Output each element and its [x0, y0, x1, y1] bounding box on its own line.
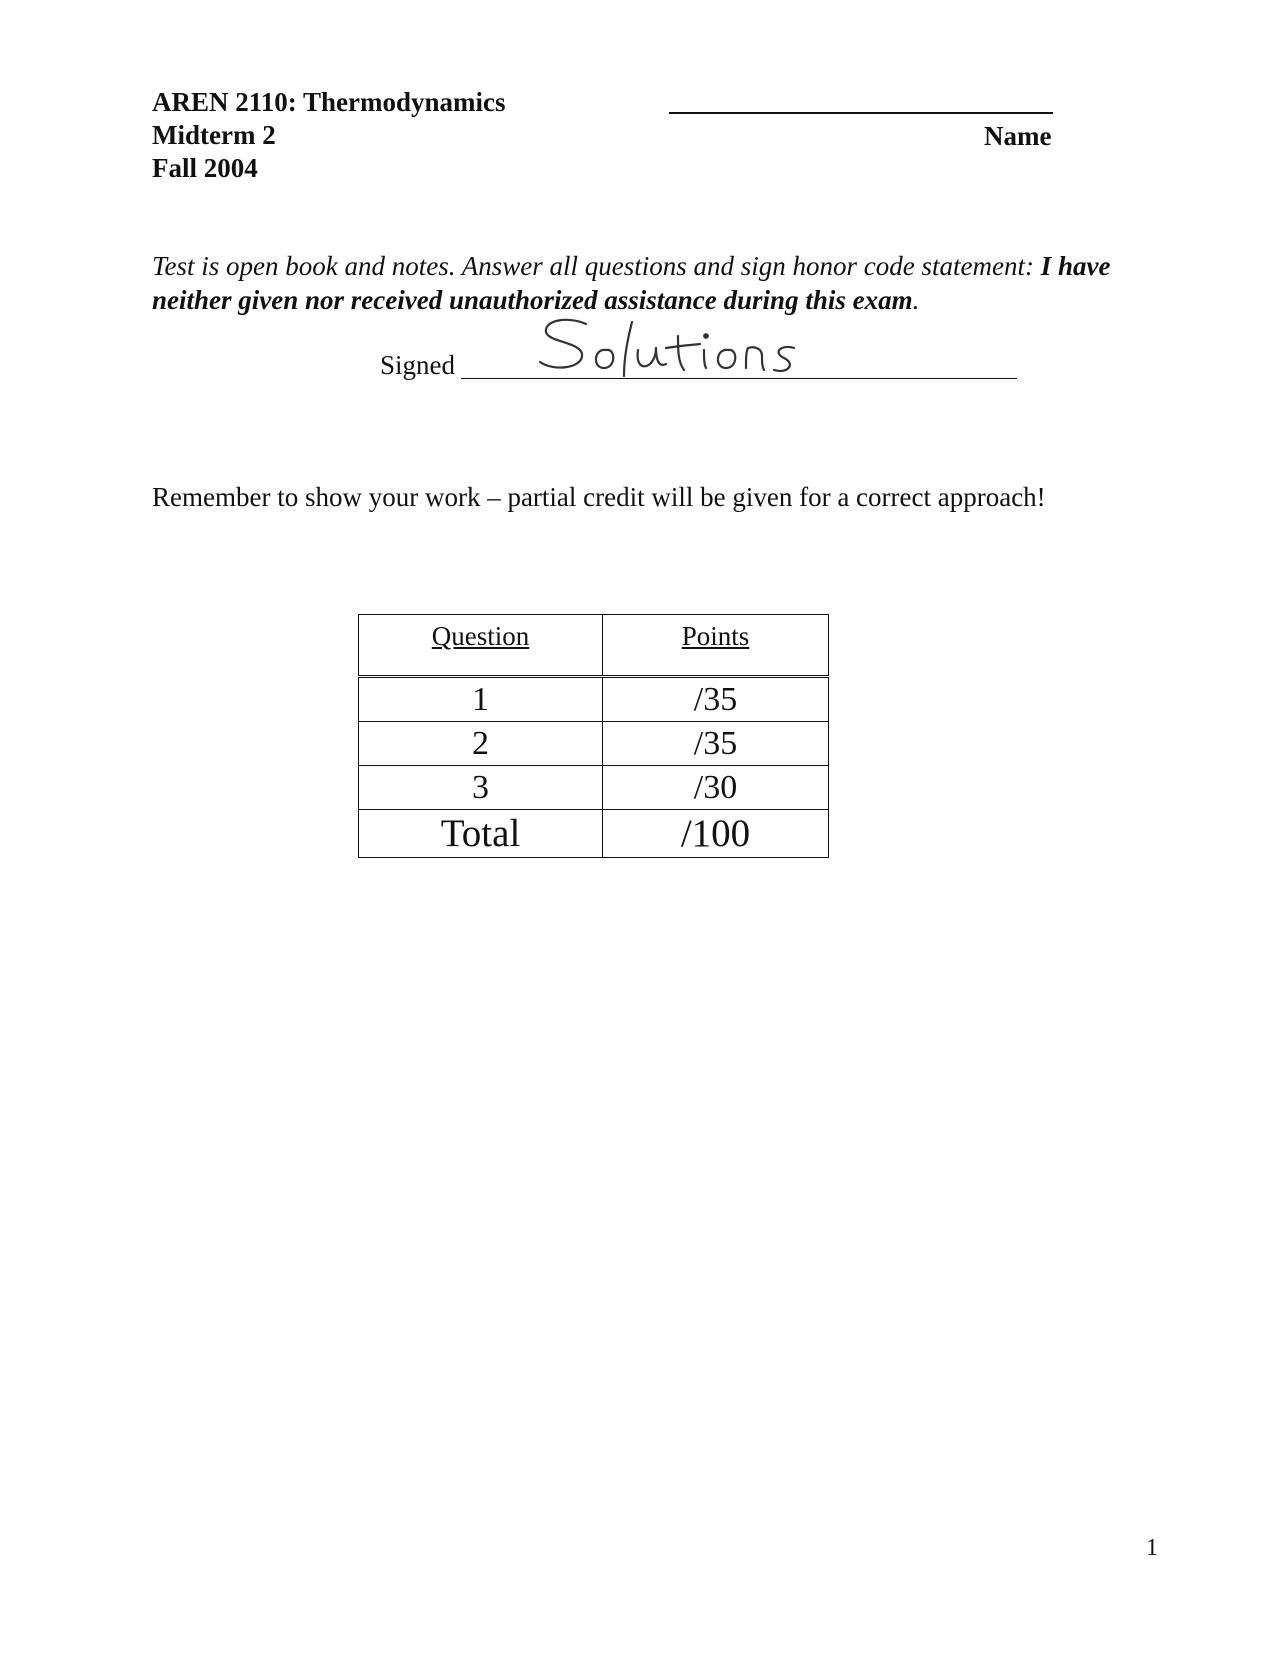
name-field-line[interactable] — [669, 112, 1053, 114]
exam-title: Midterm 2 — [152, 120, 276, 150]
handwritten-signature — [532, 312, 832, 392]
total-points-cell[interactable]: /100 — [603, 810, 829, 858]
table-row — [359, 722, 829, 766]
instructions-paragraph — [152, 249, 1142, 317]
honor-code-statement: I have neither given nor received unauthorized assistance during this exam — [152, 251, 1111, 315]
points-cell[interactable]: /30 — [603, 766, 829, 810]
question-number: 1 — [359, 677, 603, 722]
points-cell[interactable]: /35 — [603, 677, 829, 722]
reminder-text: Remember to show your work – partial credit will be given for a correct approach! — [152, 482, 1046, 512]
page-number: 1 — [1146, 1535, 1158, 1561]
signed-label: Signed — [380, 350, 456, 380]
table-row — [359, 766, 829, 810]
score-table — [358, 614, 829, 858]
name-label: Name — [984, 121, 1052, 151]
instructions-italic: Test is open book and notes. Answer all questions and sign honor code statement: — [152, 251, 1041, 281]
question-number: 2 — [359, 722, 603, 766]
table-row — [359, 677, 829, 722]
total-label: Total — [359, 810, 603, 858]
exam-header — [152, 86, 506, 185]
header-question: Question — [359, 615, 603, 677]
course-title: AREN 2110: Thermodynamics — [152, 87, 506, 117]
instructions-end: . — [912, 285, 920, 315]
points-cell[interactable]: /35 — [603, 722, 829, 766]
total-row — [359, 810, 829, 858]
question-number: 3 — [359, 766, 603, 810]
header-points: Points — [603, 615, 829, 677]
score-table-header-row — [359, 615, 829, 677]
exam-term: Fall 2004 — [152, 153, 258, 183]
